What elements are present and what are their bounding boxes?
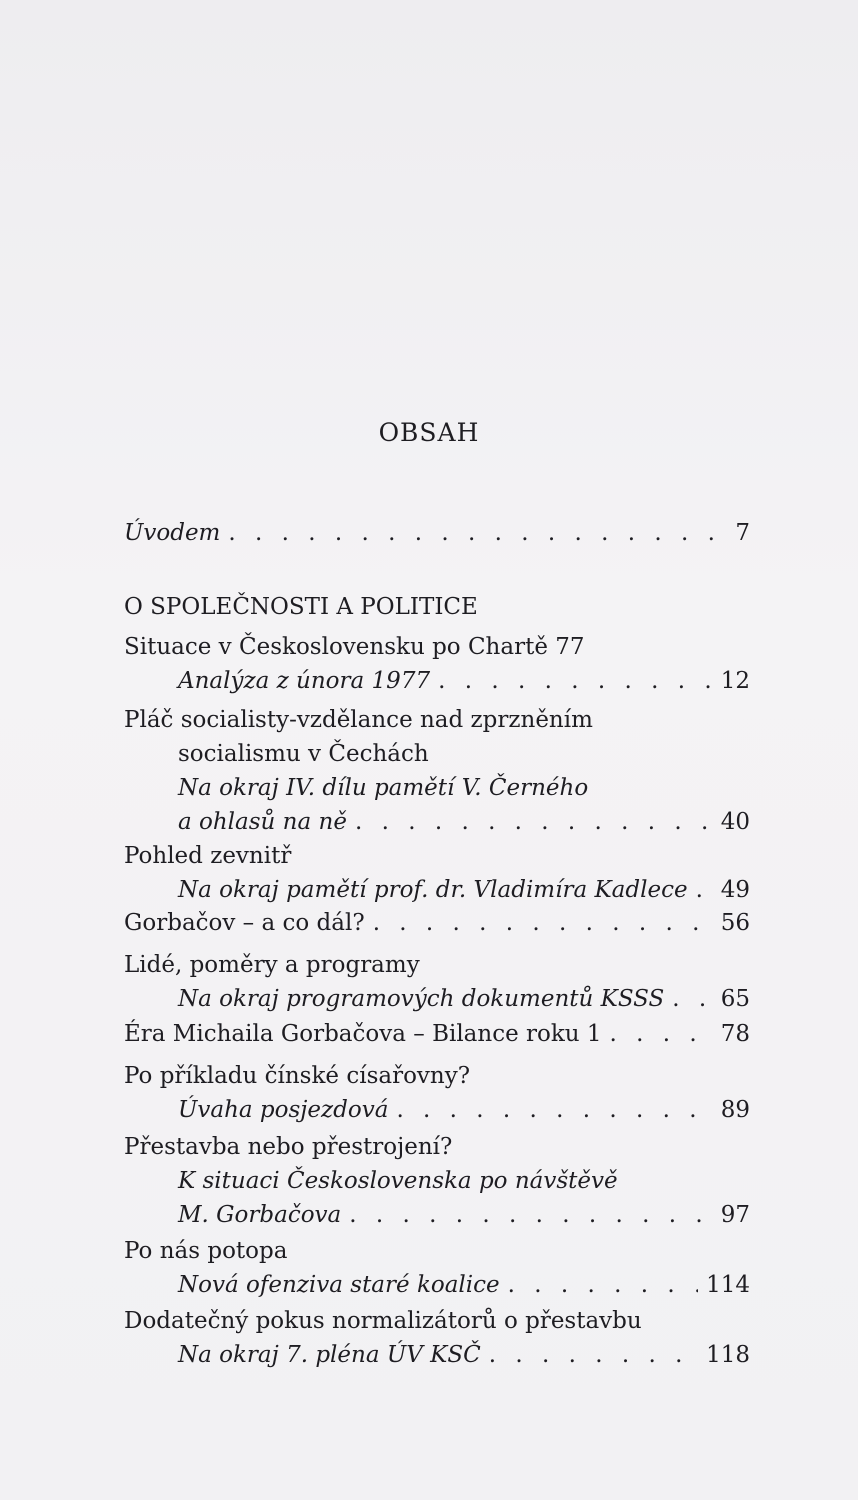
- toc-entry-title: Pláč socialisty-vzdělance nad zprzněním: [124, 707, 593, 733]
- dot-leader: [396, 1093, 712, 1127]
- toc-entry: [124, 703, 750, 839]
- dot-leader: [373, 906, 713, 940]
- toc-entry-title: Lidé, poměry a programy: [124, 952, 420, 978]
- toc-entry-title: Gorbačov – a co dál?: [124, 910, 365, 936]
- toc-entry-subtitle: Na okraj pamětí prof. dr. Vladimíra Kadlece: [178, 877, 688, 903]
- toc-page-number: 40: [720, 809, 750, 835]
- dot-leader: [355, 805, 713, 839]
- toc-entry-subtitle: Na okraj IV. dílu pamětí V. Černého: [178, 775, 589, 801]
- toc-entry: [124, 630, 750, 698]
- dot-leader: [672, 982, 712, 1016]
- toc-entry-subtitle: Na okraj programových dokumentů KSSS: [178, 986, 665, 1012]
- toc-heading: OBSAH: [378, 418, 480, 447]
- toc-entry-title: Po nás potopa: [124, 1238, 288, 1264]
- toc-page-number: 12: [720, 668, 750, 694]
- toc-entry: [124, 1234, 750, 1302]
- toc-page-number: 65: [720, 986, 750, 1012]
- dot-leader: [508, 1268, 698, 1302]
- toc-entry-title: Éra Michaila Gorbačova – Bilance roku 1: [124, 1021, 602, 1047]
- dot-leader: [349, 1198, 712, 1232]
- toc-page-number: 56: [720, 910, 750, 936]
- dot-leader: [228, 516, 716, 550]
- toc-entry-subtitle: a ohlasů na ně: [178, 809, 347, 835]
- toc-entry: [124, 1059, 750, 1127]
- toc-entry: [124, 1304, 750, 1372]
- dot-leader: [438, 664, 713, 698]
- toc-entry: [124, 948, 750, 1016]
- toc-page-number: 89: [720, 1097, 750, 1123]
- toc-entry-title: Pohled zevnitř: [124, 843, 292, 869]
- toc-page-number: 118: [706, 1342, 750, 1368]
- toc-entry-subtitle: M. Gorbačova: [178, 1202, 342, 1228]
- toc-entry-subtitle: Úvaha posjezdová: [178, 1097, 389, 1123]
- toc-page-number: 114: [706, 1272, 750, 1298]
- toc-page-number: 78: [720, 1021, 750, 1047]
- toc-entry-intro: [124, 516, 750, 550]
- toc-entry-title: Dodatečný pokus normalizátorů o přestavbu: [124, 1308, 642, 1334]
- toc-entry-title: socialismu v Čechách: [178, 741, 429, 767]
- toc-page-number: 97: [720, 1202, 750, 1228]
- toc-entry-subtitle: Nová ofenziva staré koalice: [178, 1272, 500, 1298]
- toc-entry-title: Přestavba nebo přestrojení?: [124, 1134, 453, 1160]
- dot-leader: [489, 1338, 698, 1372]
- toc-entry-subtitle: K situaci Československa po návštěvě: [178, 1168, 618, 1194]
- toc-entry-subtitle: Analýza z února 1977: [178, 668, 431, 694]
- toc-entry-title: Po příkladu čínské císařovny?: [124, 1063, 471, 1089]
- dot-leader: [610, 1017, 713, 1051]
- toc-entry-title: Situace v Československu po Chartě 77: [124, 634, 585, 660]
- toc-page-number: 7: [735, 520, 750, 546]
- toc-entry-subtitle: Na okraj 7. pléna ÚV KSČ: [178, 1342, 481, 1368]
- toc-entry: [124, 1130, 750, 1232]
- toc-page-number: 49: [720, 877, 750, 903]
- toc-entry: [124, 906, 750, 940]
- dot-leader: [696, 873, 713, 907]
- section-title: O SPOLEČNOSTI A POLITICE: [124, 594, 478, 620]
- toc-entry: [124, 839, 750, 907]
- toc-entry-title: Úvodem: [124, 520, 221, 546]
- toc-entry: [124, 1017, 750, 1051]
